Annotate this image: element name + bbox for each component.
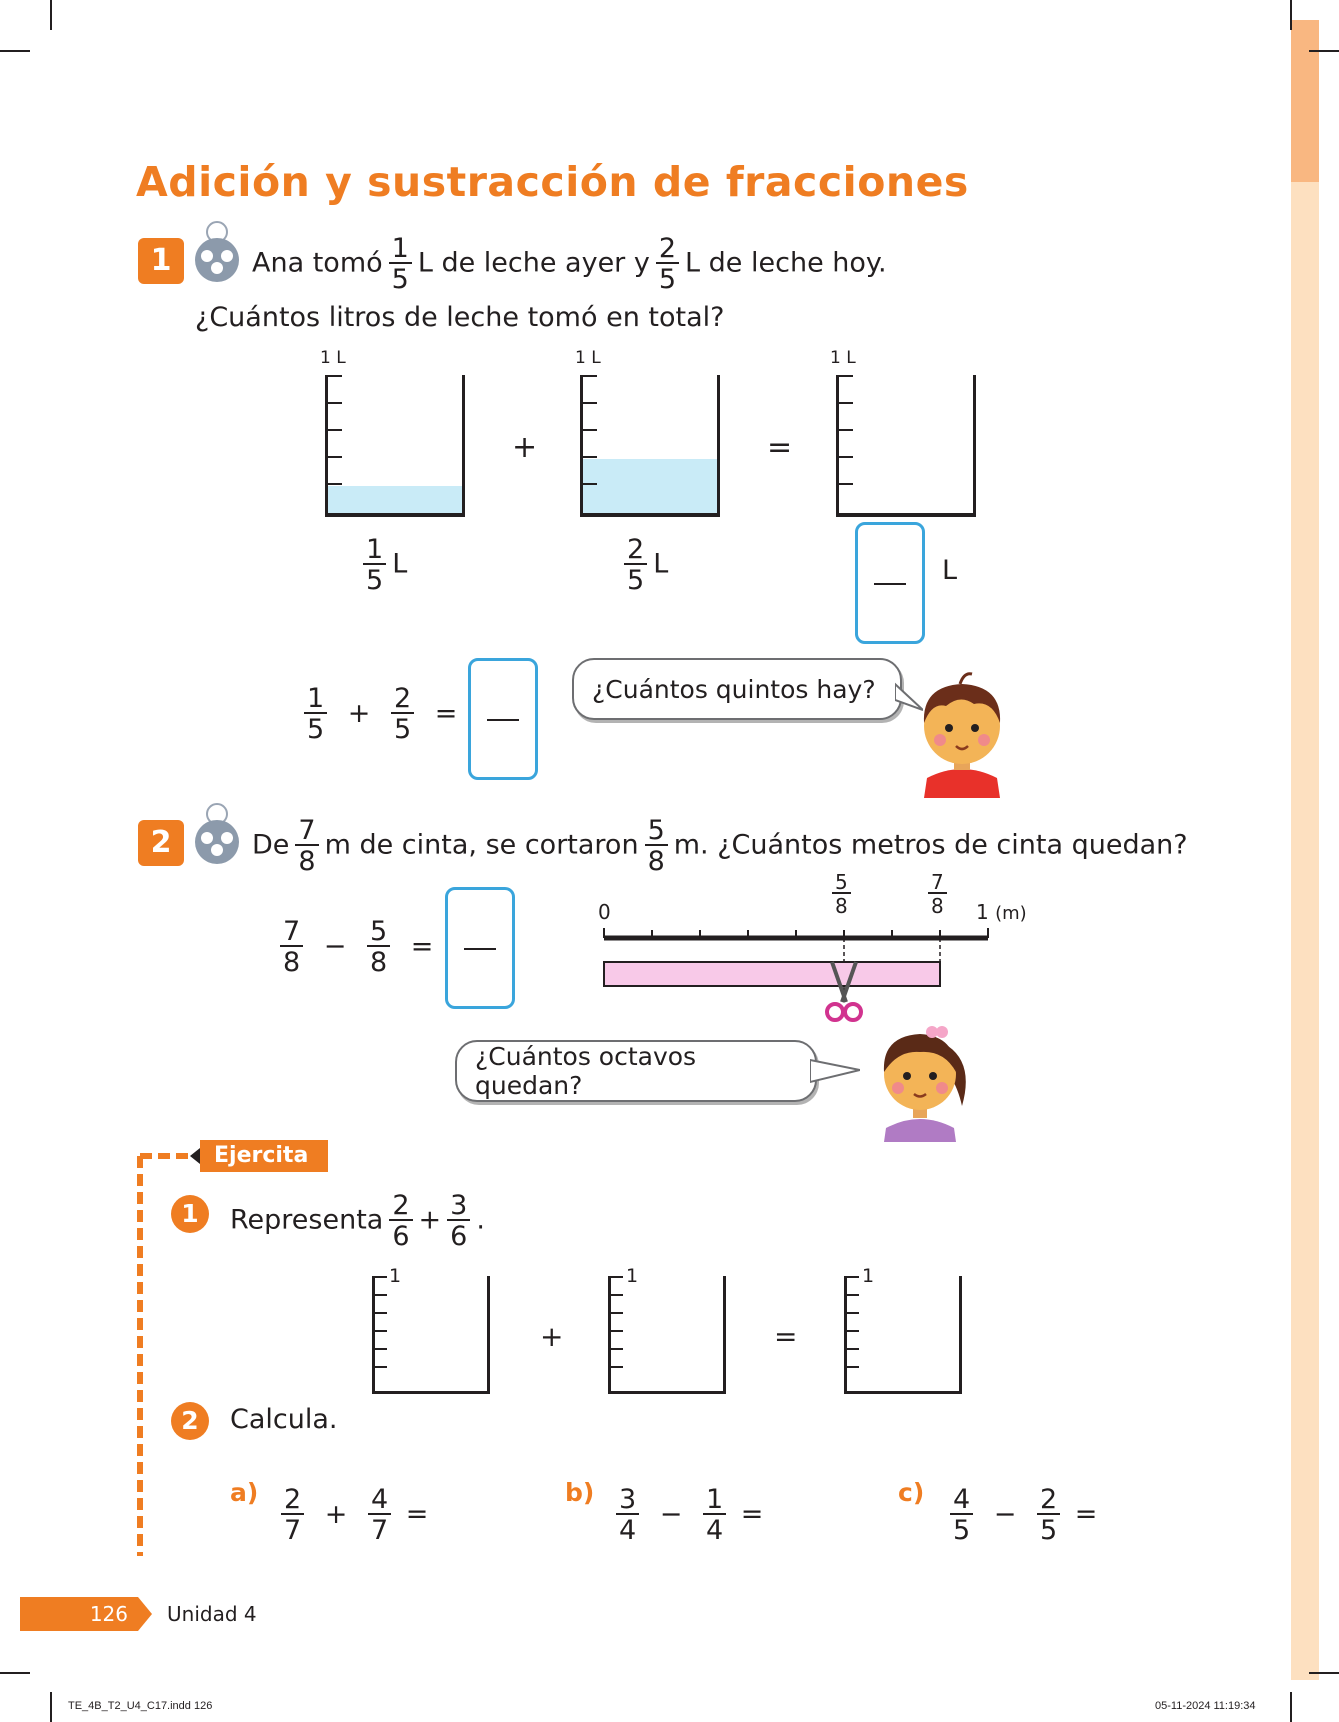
- fraction: [391, 685, 414, 743]
- tick: [375, 1366, 387, 1368]
- container-2-label: 1: [626, 1265, 639, 1287]
- denominator: 8: [928, 892, 947, 916]
- slug-date: 05-11-2024 11:19:34: [1155, 1700, 1256, 1712]
- denominator: 7: [281, 1513, 304, 1544]
- tick: [847, 1312, 859, 1314]
- numerator: 3: [619, 1484, 637, 1515]
- numerator: 7: [298, 815, 316, 846]
- fraction: [1037, 1486, 1060, 1544]
- tick: [328, 483, 342, 485]
- tick: [583, 375, 597, 377]
- equals-sign: =: [405, 1498, 429, 1530]
- speech-bubble-boy: [572, 658, 902, 720]
- fraction-line: [464, 948, 496, 950]
- side-strip: [1291, 20, 1319, 1680]
- tick: [611, 1312, 623, 1314]
- ruler-zero-label: 0: [598, 900, 611, 924]
- problem-1-question: ¿Cuántos litros de leche tomó en total?: [195, 302, 725, 333]
- fraction: [304, 685, 327, 743]
- denominator: 5: [389, 262, 412, 293]
- exercise-1-statement: Representa $\frac{2}{6}$ + $\frac{3}{6}$ .: [230, 1190, 485, 1252]
- beaker-3: [836, 375, 976, 517]
- tick: [839, 429, 853, 431]
- tick: [611, 1330, 623, 1332]
- numerator: 2: [627, 534, 645, 565]
- text: Representa: [230, 1204, 384, 1236]
- numerator: 5: [370, 916, 388, 947]
- ruler-unit: (m): [995, 903, 1027, 924]
- container-2[interactable]: [608, 1276, 726, 1394]
- text: m. ¿Cuántos metros de cinta quedan?: [673, 829, 1188, 861]
- beaker-2-water: [583, 459, 717, 513]
- numerator: 1: [391, 233, 409, 264]
- page-number: 126: [20, 1597, 138, 1631]
- numerator: 2: [1040, 1484, 1058, 1515]
- numerator: 2: [284, 1484, 302, 1515]
- crop-mark: [1290, 0, 1292, 30]
- denominator: 5: [656, 262, 679, 293]
- fraction: [624, 536, 647, 594]
- page-number-arrow: [138, 1597, 152, 1631]
- unit: L: [653, 548, 669, 580]
- fraction: [656, 235, 679, 293]
- answer-box-sum[interactable]: [468, 658, 538, 780]
- denominator: 7: [368, 1513, 391, 1544]
- numerator: 7: [283, 916, 301, 947]
- tick: [375, 1294, 387, 1296]
- item-b-label: b): [565, 1478, 595, 1507]
- denominator: 4: [703, 1513, 726, 1544]
- unit-label: Unidad 4: [167, 1602, 257, 1626]
- crop-mark: [1309, 1672, 1339, 1674]
- problem-1-equation: [298, 685, 463, 743]
- text: L de leche ayer y: [417, 247, 650, 279]
- numerator: 4: [953, 1484, 971, 1515]
- minus-sign: −: [323, 930, 347, 962]
- container-1-label: 1: [389, 1265, 402, 1287]
- beaker-1-label: 1 L: [320, 348, 346, 368]
- caption-1: [357, 536, 407, 594]
- unit: L: [392, 548, 408, 580]
- item-a-label: a): [230, 1478, 259, 1507]
- text: Ana tomó: [252, 247, 383, 279]
- operator: +: [324, 1498, 348, 1530]
- problem-1-statement: [252, 235, 887, 293]
- speech-bubble-girl: [455, 1040, 817, 1102]
- operator: −: [659, 1498, 683, 1530]
- beaker-2: [580, 375, 720, 517]
- side-tab: [1291, 20, 1319, 182]
- denominator: 5: [624, 563, 647, 594]
- numerator: 1: [307, 683, 325, 714]
- problem-2-badge: 2: [138, 820, 184, 866]
- tick: [328, 375, 342, 377]
- denominator: 5: [363, 563, 386, 594]
- denominator: 8: [832, 892, 851, 916]
- fraction-line: [487, 719, 519, 721]
- numerator: 2: [658, 233, 677, 264]
- fraction: [950, 1486, 973, 1544]
- tick: [375, 1312, 387, 1314]
- crop-mark: [0, 1672, 30, 1674]
- tick: [839, 456, 853, 458]
- equals-sign: =: [1074, 1498, 1098, 1530]
- denominator: 8: [645, 844, 668, 875]
- slug-file: TE_4B_T2_U4_C17.indd 126: [68, 1700, 213, 1712]
- beaker-1: [325, 375, 465, 517]
- numerator: 2: [394, 683, 412, 714]
- tick: [847, 1366, 859, 1368]
- page-title: Adición y sustracción de fracciones: [136, 158, 969, 206]
- equals-sign: =: [410, 930, 434, 962]
- tick: [611, 1348, 623, 1350]
- tick: [847, 1330, 859, 1332]
- plus-sign: +: [512, 430, 538, 465]
- fraction: [928, 872, 947, 916]
- tick: [611, 1366, 623, 1368]
- ruler-one-label: [976, 900, 1027, 924]
- ruler-mark-5-8: [826, 872, 857, 916]
- tick: [328, 429, 342, 431]
- numerator: 7: [931, 870, 944, 894]
- container-3-label: 1: [862, 1265, 875, 1287]
- ruler-mark-7-8: [922, 872, 953, 916]
- text: L de leche hoy.: [685, 247, 887, 279]
- fraction-line: [874, 583, 906, 585]
- fraction: [703, 1486, 726, 1544]
- numerator: 4: [371, 1484, 389, 1515]
- fraction: [281, 1486, 304, 1544]
- fraction: [447, 1192, 470, 1250]
- ribbon-ruler: [596, 924, 996, 1024]
- tick: [583, 402, 597, 404]
- item-b-expression: [610, 1486, 763, 1544]
- think-icon: [192, 220, 242, 286]
- tick: [839, 483, 853, 485]
- problem-2-statement: [252, 817, 1188, 875]
- fraction: [368, 1486, 391, 1544]
- numerator: 3: [450, 1190, 468, 1221]
- container-1[interactable]: [372, 1276, 490, 1394]
- denominator: 5: [304, 712, 327, 743]
- text: m de cinta, se cortaron: [324, 829, 639, 861]
- denominator: 8: [367, 945, 390, 976]
- crop-mark: [50, 1692, 52, 1722]
- denominator: 6: [389, 1219, 412, 1250]
- tick: [611, 1276, 623, 1278]
- denominator: 6: [447, 1219, 470, 1250]
- caption-3-unit: L: [942, 555, 958, 586]
- numerator: 5: [647, 815, 665, 846]
- fraction: [280, 918, 303, 976]
- tick: [847, 1348, 859, 1350]
- tick: [583, 456, 597, 458]
- denominator: 4: [616, 1513, 639, 1544]
- ruler-one: 1: [976, 900, 989, 924]
- crop-mark: [1290, 1692, 1292, 1722]
- boy-avatar: [912, 668, 1012, 798]
- beaker-3-label: 1 L: [830, 348, 856, 368]
- tick: [839, 402, 853, 404]
- denominator: 8: [295, 844, 318, 875]
- caption-2: [618, 536, 668, 594]
- fraction: [832, 872, 851, 916]
- tick: [583, 483, 597, 485]
- operator: −: [993, 1498, 1017, 1530]
- crop-mark: [0, 50, 30, 52]
- denominator: 5: [950, 1513, 973, 1544]
- fraction: [295, 817, 318, 875]
- equals-sign: =: [767, 430, 793, 465]
- exercise-2-statement: Calcula.: [230, 1404, 338, 1435]
- beaker-2-label: 1 L: [575, 348, 601, 368]
- exercise-1-badge: 1: [171, 1195, 209, 1233]
- bubble-tail: [810, 1058, 860, 1084]
- fraction: [616, 1486, 639, 1544]
- tick: [847, 1294, 859, 1296]
- ejercita-tag: Ejercita: [200, 1140, 328, 1172]
- numerator: 1: [366, 534, 384, 565]
- item-c-expression: [944, 1486, 1097, 1544]
- tick: [611, 1294, 623, 1296]
- plus-sign: +: [540, 1320, 564, 1353]
- plus-sign: +: [347, 697, 371, 729]
- tick: [328, 456, 342, 458]
- text: De: [252, 829, 290, 861]
- tick: [583, 429, 597, 431]
- crop-mark: [50, 0, 52, 30]
- plus-sign: +: [418, 1204, 442, 1236]
- answer-box-liters[interactable]: [855, 522, 925, 644]
- answer-box-difference[interactable]: [445, 887, 515, 1009]
- beaker-1-water: [328, 486, 462, 513]
- tick: [328, 402, 342, 404]
- equals-sign: =: [774, 1320, 798, 1353]
- denominator: 5: [1037, 1513, 1060, 1544]
- fraction: [645, 817, 668, 875]
- think-icon: [192, 802, 242, 868]
- numerator: 5: [835, 870, 848, 894]
- numerator: 2: [392, 1190, 410, 1221]
- tick: [375, 1276, 387, 1278]
- fraction: [363, 536, 386, 594]
- bubble-text: ¿Cuántos quintos hay?: [592, 674, 876, 704]
- exercise-2-badge: 2: [171, 1402, 209, 1440]
- problem-1-badge: 1: [138, 238, 184, 284]
- tick: [375, 1348, 387, 1350]
- tick: [847, 1276, 859, 1278]
- tick: [375, 1330, 387, 1332]
- girl-avatar: [870, 1010, 970, 1142]
- equals-sign: =: [434, 697, 458, 729]
- numerator: 1: [706, 1484, 724, 1515]
- problem-2-equation: [274, 918, 439, 976]
- crop-mark: [1309, 50, 1339, 52]
- item-a-expression: [275, 1486, 428, 1544]
- fraction: [389, 235, 412, 293]
- container-3[interactable]: [844, 1276, 962, 1394]
- denominator: 8: [280, 945, 303, 976]
- denominator: 5: [391, 712, 414, 743]
- tick: [839, 375, 853, 377]
- fraction: [389, 1192, 412, 1250]
- fraction: [367, 918, 390, 976]
- item-c-label: c): [898, 1478, 925, 1507]
- bubble-text: ¿Cuántos octavos quedan?: [475, 1042, 697, 1100]
- equals-sign: =: [740, 1498, 764, 1530]
